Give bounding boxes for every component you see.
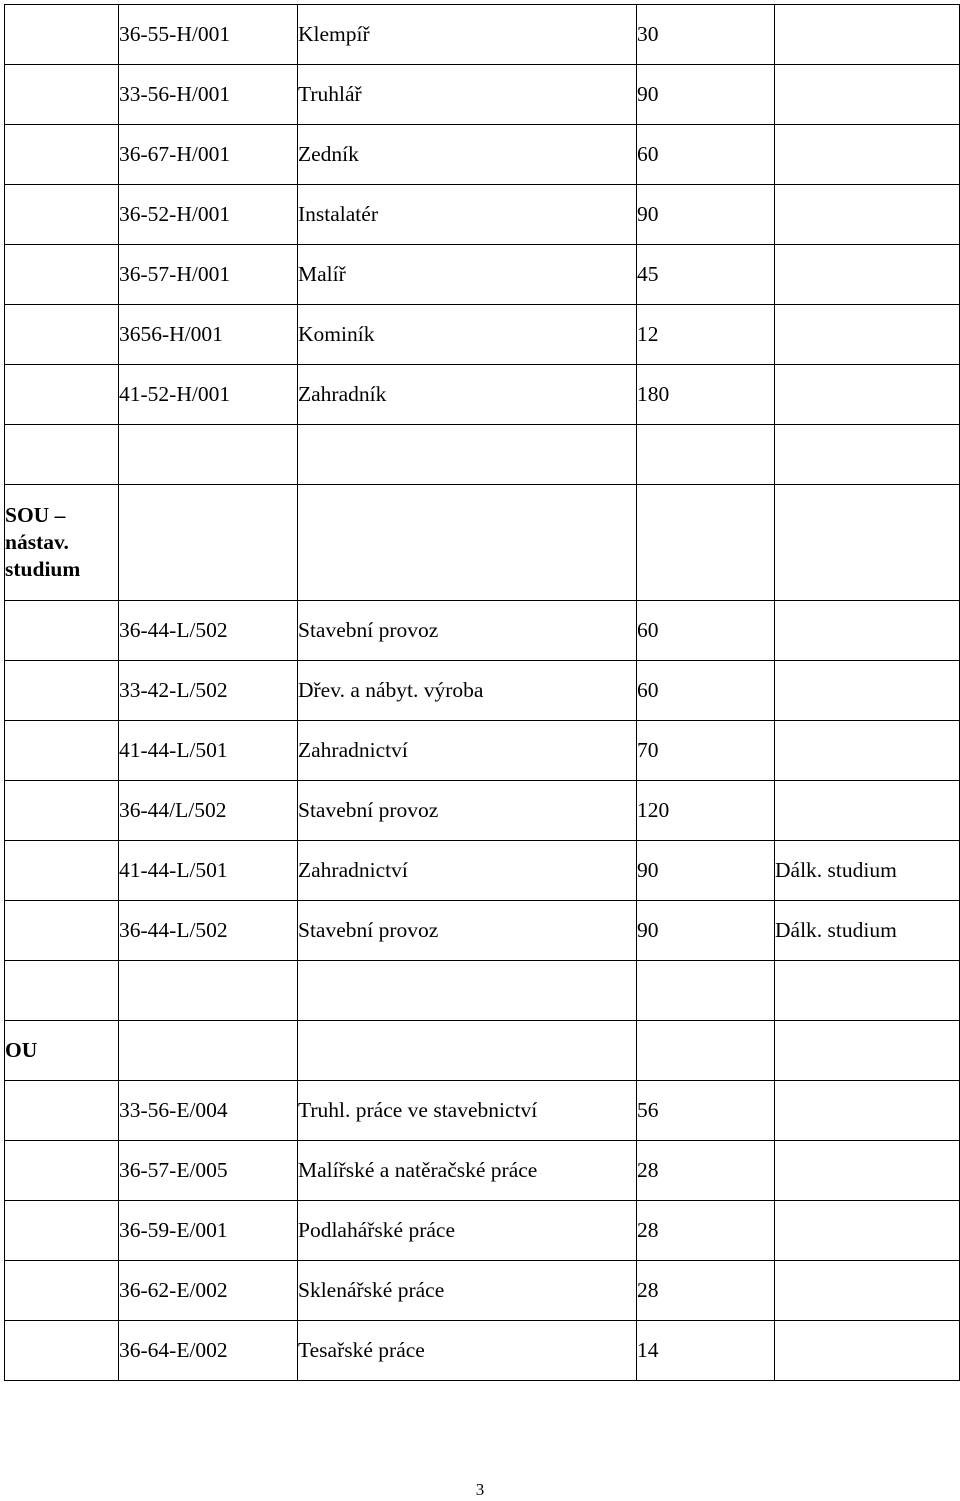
- program-code: 36-44-L/502: [119, 901, 298, 961]
- table-row: [5, 1261, 960, 1321]
- program-note: [775, 601, 960, 661]
- program-note: [775, 1081, 960, 1141]
- program-count: 90: [637, 901, 775, 961]
- section-heading-sou: [5, 485, 119, 601]
- program-code: 36-59-E/001: [119, 1201, 298, 1261]
- table-row: [5, 1321, 960, 1381]
- section-heading-line: nástav.: [5, 530, 69, 555]
- program-name: Zahradnictví: [298, 841, 637, 901]
- table-row: [5, 365, 960, 425]
- program-note: Dálk. studium: [775, 841, 960, 901]
- table-row: [5, 185, 960, 245]
- program-name: Instalatér: [298, 185, 637, 245]
- program-count: 28: [637, 1261, 775, 1321]
- program-name: Stavební provoz: [298, 781, 637, 841]
- program-name: Malířské a natěračské práce: [298, 1141, 637, 1201]
- program-name: Truhlář: [298, 65, 637, 125]
- programs-table: [4, 4, 960, 1381]
- program-note: [775, 1321, 960, 1381]
- program-note: [775, 661, 960, 721]
- program-code: 36-44/L/502: [119, 781, 298, 841]
- program-code: 33-56-H/001: [119, 65, 298, 125]
- table-row: [5, 601, 960, 661]
- program-count: 45: [637, 245, 775, 305]
- program-code: 33-56-E/004: [119, 1081, 298, 1141]
- section-heading-row: [5, 485, 960, 601]
- program-name: Truhl. práce ve stavebnictví: [298, 1081, 637, 1141]
- program-count: 90: [637, 841, 775, 901]
- program-note: [775, 125, 960, 185]
- program-count: 60: [637, 125, 775, 185]
- program-note: [775, 1141, 960, 1201]
- program-count: 90: [637, 185, 775, 245]
- program-code: 41-44-L/501: [119, 721, 298, 781]
- program-name: Dřev. a nábyt. výroba: [298, 661, 637, 721]
- table-row: [5, 781, 960, 841]
- program-count: 14: [637, 1321, 775, 1381]
- table-row: [5, 1201, 960, 1261]
- program-name: Tesařské práce: [298, 1321, 637, 1381]
- program-code: 36-55-H/001: [119, 5, 298, 65]
- table-row: [5, 1081, 960, 1141]
- program-note: [775, 1201, 960, 1261]
- program-name: Podlahářské práce: [298, 1201, 637, 1261]
- program-count: 12: [637, 305, 775, 365]
- program-name: Stavební provoz: [298, 601, 637, 661]
- program-name: Zedník: [298, 125, 637, 185]
- programs-table-body: [5, 5, 960, 1381]
- program-note: [775, 781, 960, 841]
- table-row: [5, 245, 960, 305]
- program-note: [775, 65, 960, 125]
- table-row: [5, 661, 960, 721]
- program-note: [775, 245, 960, 305]
- program-name: Kominík: [298, 305, 637, 365]
- table-row: [5, 721, 960, 781]
- program-code: 41-44-L/501: [119, 841, 298, 901]
- program-count: 180: [637, 365, 775, 425]
- program-name: Zahradnictví: [298, 721, 637, 781]
- section-heading-line: studium: [5, 556, 81, 581]
- program-note: Dálk. studium: [775, 901, 960, 961]
- program-code: 36-67-H/001: [119, 125, 298, 185]
- program-code: 36-62-E/002: [119, 1261, 298, 1321]
- program-count: 70: [637, 721, 775, 781]
- program-note: [775, 305, 960, 365]
- program-name: Malíř: [298, 245, 637, 305]
- table-row: [5, 841, 960, 901]
- program-code: 36-44-L/502: [119, 601, 298, 661]
- program-count: 90: [637, 65, 775, 125]
- page-number: 3: [475, 1480, 485, 1499]
- program-name: Klempíř: [298, 5, 637, 65]
- table-row: [5, 65, 960, 125]
- program-count: 28: [637, 1141, 775, 1201]
- program-note: [775, 5, 960, 65]
- program-name: Zahradník: [298, 365, 637, 425]
- spacer-row: [5, 425, 960, 485]
- program-note: [775, 1261, 960, 1321]
- program-code: 36-57-E/005: [119, 1141, 298, 1201]
- program-count: 60: [637, 661, 775, 721]
- table-row: [5, 1141, 960, 1201]
- program-name: Stavební provoz: [298, 901, 637, 961]
- table-row: [5, 5, 960, 65]
- program-code: 3656-H/001: [119, 305, 298, 365]
- table-row: [5, 901, 960, 961]
- program-count: 120: [637, 781, 775, 841]
- program-code: 36-64-E/002: [119, 1321, 298, 1381]
- table-row: [5, 125, 960, 185]
- table-row: [5, 305, 960, 365]
- program-count: 56: [637, 1081, 775, 1141]
- section-heading-line: OU: [5, 1038, 38, 1063]
- program-count: 60: [637, 601, 775, 661]
- program-note: [775, 721, 960, 781]
- section-heading-row: [5, 1021, 960, 1081]
- program-code: 36-57-H/001: [119, 245, 298, 305]
- spacer-row: [5, 961, 960, 1021]
- program-note: [775, 365, 960, 425]
- program-count: 28: [637, 1201, 775, 1261]
- program-code: 36-52-H/001: [119, 185, 298, 245]
- program-count: 30: [637, 5, 775, 65]
- program-code: 33-42-L/502: [119, 661, 298, 721]
- program-code: 41-52-H/001: [119, 365, 298, 425]
- section-heading-line: SOU –: [5, 503, 66, 528]
- section-heading-ou: [5, 1021, 119, 1081]
- program-name: Sklenářské práce: [298, 1261, 637, 1321]
- program-note: [775, 185, 960, 245]
